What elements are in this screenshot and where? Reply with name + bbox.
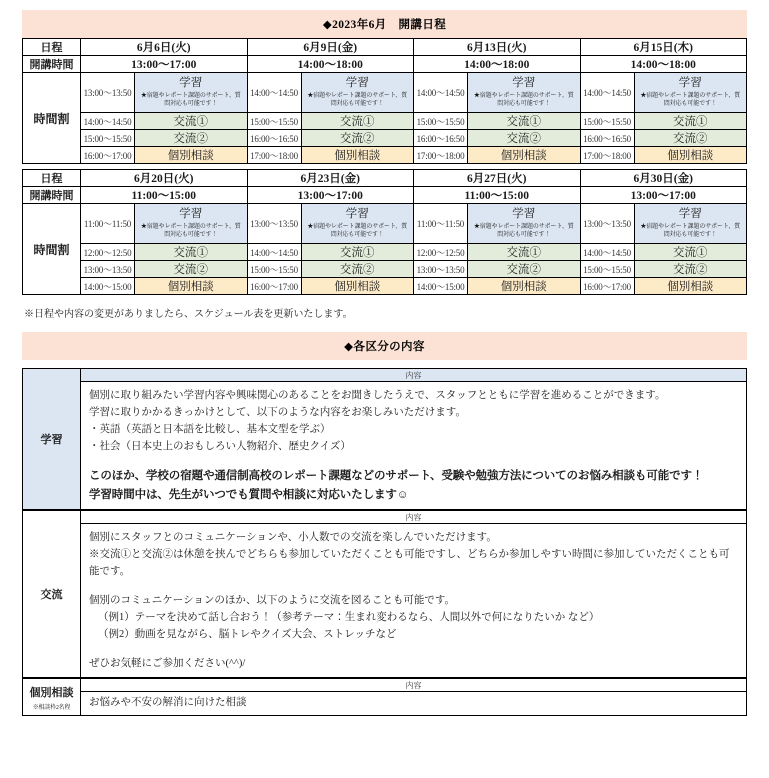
schedule-table [22, 169, 747, 295]
detail-blocks-container [22, 368, 747, 716]
detail-line: 学習時間中は、先生がいつでも質問や相談に対応いたします☺ [89, 488, 409, 501]
schedule-opentime-cell: 13:00〜17:00 [247, 187, 414, 204]
schedule-slot-row [23, 147, 747, 164]
slot-time: 14:00〜14:50 [81, 113, 135, 130]
slot-time: 16:00〜16:50 [247, 130, 301, 147]
detail-line-spacer [89, 455, 738, 467]
detail-header-row [23, 369, 747, 382]
detail-line: 個別に取り組みたい学習内容や興味関心のあることをお聞きしたうえで、スタッフとともに学習を進めることができます。 [89, 390, 666, 401]
detail-body [81, 692, 747, 716]
slot-time: 13:00〜13:50 [414, 261, 468, 278]
detail-line: ※交流①と交流②は休憩を挟んでどちらも参加していただくことも可能ですし、どちらか参加しやすい時間に参加していただくことも可能です。 [89, 549, 730, 578]
slot-study-note: ★宿題やレポート課題のサポート、質問対応も可能です！ [473, 92, 574, 107]
slot-study-note: ★宿題やレポート課題のサポート、質問対応も可能です！ [140, 223, 241, 238]
row-header-timetable: 時間割 [23, 73, 81, 164]
slot-time: 13:00〜13:50 [81, 261, 135, 278]
slot-study-title: 学習 [512, 77, 536, 90]
slot-time: 15:00〜15:50 [414, 113, 468, 130]
slot-study [135, 204, 248, 244]
detail-category: 学習 [23, 369, 81, 510]
slot-time: 13:00〜13:50 [247, 204, 301, 244]
slot-consult: 個別相談 [468, 147, 581, 164]
schedule-slot-row [23, 278, 747, 295]
slot-study-note: ★宿題やレポート課題のサポート、質問対応も可能です！ [140, 92, 241, 107]
row-header-date: 日程 [23, 39, 81, 56]
slot-study-title: 学習 [179, 208, 203, 221]
slot-time: 11:00〜11:50 [81, 204, 135, 244]
schedule-opentime-cell: 14:00〜18:00 [580, 56, 747, 73]
slot-exchange-1: 交流① [634, 113, 747, 130]
slot-exchange-2: 交流② [301, 130, 414, 147]
slot-consult: 個別相談 [301, 278, 414, 295]
slot-study-title: 学習 [179, 77, 203, 90]
slot-time: 16:00〜17:00 [580, 278, 634, 295]
slot-exchange-2: 交流② [135, 261, 248, 278]
slot-study-title: 学習 [345, 208, 369, 221]
slot-time: 14:00〜15:00 [81, 278, 135, 295]
slot-time: 15:00〜15:50 [247, 261, 301, 278]
schedule-date-cell: 6月20日(火) [81, 170, 248, 187]
detail-block-exchange [22, 510, 747, 678]
slot-exchange-2: 交流② [468, 130, 581, 147]
detail-line: ・社会（日本史上のおもしろい人物紹介、歴史クイズ） [89, 441, 351, 452]
slot-study-note: ★宿題やレポート課題のサポート、質問対応も可能です！ [307, 223, 408, 238]
detail-line: お悩みや不安の解消に向けた相談 [89, 697, 247, 709]
schedule-date-cell: 6月30日(金) [580, 170, 747, 187]
schedule-banner-title: ◆2023年6月 開講日程 [322, 19, 447, 31]
schedule-date-cell: 6月13日(火) [414, 39, 581, 56]
schedule-opentime-cell: 13:00〜17:00 [81, 56, 248, 73]
schedule-slot-row [23, 130, 747, 147]
slot-time: 16:00〜17:00 [247, 278, 301, 295]
detail-header-row [23, 511, 747, 524]
schedule-footnote: ※日程や内容の変更がありましたら、スケジュール表を更新いたします。 [24, 309, 353, 320]
slot-exchange-2: 交流② [301, 261, 414, 278]
slot-time: 15:00〜15:50 [81, 130, 135, 147]
detail-line: ・英語（英語と日本語を比較し、基本文型を学ぶ） [89, 424, 331, 435]
row-header-opentime: 開講時間 [23, 187, 81, 204]
detail-column-header: 内容 [81, 679, 747, 692]
schedule-slot-row [23, 73, 747, 113]
slot-time: 13:00〜13:50 [580, 204, 634, 244]
slot-consult: 個別相談 [135, 278, 248, 295]
slot-time: 16:00〜16:50 [580, 130, 634, 147]
schedule-date-row [23, 39, 747, 56]
detail-line: このほか、学校の宿題や通信制高校のレポート課題などのサポート、受験や勉強方法についてのお悩み相談も可能です！ [89, 470, 704, 482]
slot-consult: 個別相談 [468, 278, 581, 295]
detail-body [81, 524, 747, 678]
detail-block-study [22, 368, 747, 510]
slot-exchange-1: 交流① [301, 244, 414, 261]
slot-time: 15:00〜15:50 [580, 261, 634, 278]
detail-line: 学習に取りかかるきっかけとして、以下のような内容をお楽しみいただけます。 [89, 407, 466, 418]
slot-exchange-2: 交流② [634, 130, 747, 147]
schedule-date-cell: 6月27日(火) [414, 170, 581, 187]
slot-study [135, 73, 248, 113]
schedule-date-row [23, 170, 747, 187]
slot-time: 13:00〜13:50 [81, 73, 135, 113]
schedule-opentime-cell: 11:00〜15:00 [414, 187, 581, 204]
slot-exchange-1: 交流① [135, 113, 248, 130]
slot-time: 15:00〜15:50 [247, 113, 301, 130]
slot-time: 17:00〜18:00 [414, 147, 468, 164]
schedule-table [22, 38, 747, 164]
slot-consult: 個別相談 [135, 147, 248, 164]
detail-category: 個別相談 ※相談枠2名程 [23, 679, 81, 716]
slot-study-title: 学習 [512, 208, 536, 221]
schedule-banner [22, 10, 747, 38]
detail-body-row [23, 692, 747, 716]
schedule-slot-row [23, 113, 747, 130]
detail-line: ぜひお気軽にご参加ください(^^)/ [89, 658, 246, 670]
details-banner-title: ◆各区分の内容 [344, 341, 425, 353]
slot-time: 14:00〜15:00 [414, 278, 468, 295]
slot-time: 15:00〜15:50 [580, 113, 634, 130]
detail-block-consult [22, 678, 747, 716]
schedule-date-cell: 6月6日(火) [81, 39, 248, 56]
slot-study [634, 73, 747, 113]
detail-line-spacer [89, 580, 738, 592]
slot-exchange-2: 交流② [468, 261, 581, 278]
slot-exchange-1: 交流① [301, 113, 414, 130]
slot-time: 14:00〜14:50 [580, 244, 634, 261]
schedule-opentime-cell: 11:00〜15:00 [81, 187, 248, 204]
slot-exchange-2: 交流② [135, 130, 248, 147]
detail-column-header: 内容 [81, 511, 747, 524]
slot-time: 14:00〜14:50 [247, 244, 301, 261]
schedule-date-cell: 6月15日(木) [580, 39, 747, 56]
schedule-opentime-row [23, 56, 747, 73]
slot-study-note: ★宿題やレポート課題のサポート、質問対応も可能です！ [640, 223, 741, 238]
slot-study [634, 204, 747, 244]
detail-category-sub: ※相談枠2名程 [32, 704, 71, 711]
slot-time: 11:00〜11:50 [414, 204, 468, 244]
schedule-slot-row [23, 261, 747, 278]
schedule-opentime-row [23, 187, 747, 204]
slot-time: 12:00〜12:50 [414, 244, 468, 261]
detail-header-row [23, 679, 747, 692]
slot-study [301, 204, 414, 244]
slot-time: 14:00〜14:50 [414, 73, 468, 113]
slot-study-note: ★宿題やレポート課題のサポート、質問対応も可能です！ [307, 92, 408, 107]
slot-time: 16:00〜16:50 [414, 130, 468, 147]
schedule-opentime-cell: 13:00〜17:00 [580, 187, 747, 204]
slot-study [468, 73, 581, 113]
detail-line: 個別にスタッフとのコミュニケーションや、小人数での交流を楽しんでいただけます。 [89, 532, 497, 544]
detail-line: （例1）テーマを決めて話し合おう！（参考テーマ：生まれ変わるなら、人間以外で何になりたいか など） [98, 612, 600, 624]
slot-time: 12:00〜12:50 [81, 244, 135, 261]
slot-study-title: 学習 [678, 77, 702, 90]
slot-study [468, 204, 581, 244]
detail-line-spacer [89, 643, 738, 655]
slot-consult: 個別相談 [634, 147, 747, 164]
slot-exchange-1: 交流① [634, 244, 747, 261]
detail-category: 交流 [23, 511, 81, 678]
detail-line: 個別のコミュニケーションのほか、以下のように交流を図ることも可能です。 [89, 595, 456, 607]
schedule-opentime-cell: 14:00〜18:00 [247, 56, 414, 73]
slot-exchange-1: 交流① [468, 244, 581, 261]
detail-body-row [23, 382, 747, 510]
detail-body [81, 382, 747, 510]
slot-study-title: 学習 [345, 77, 369, 90]
slot-exchange-1: 交流① [468, 113, 581, 130]
schedule-opentime-cell: 14:00〜18:00 [414, 56, 581, 73]
slot-time: 14:00〜14:50 [580, 73, 634, 113]
schedule-slot-row [23, 244, 747, 261]
slot-study-title: 学習 [678, 208, 702, 221]
slot-exchange-1: 交流① [135, 244, 248, 261]
details-banner [22, 332, 747, 360]
slot-study-note: ★宿題やレポート課題のサポート、質問対応も可能です！ [473, 223, 574, 238]
slot-time: 14:00〜14:50 [247, 73, 301, 113]
schedule-date-cell: 6月9日(金) [247, 39, 414, 56]
schedule-tables-container [22, 38, 747, 295]
schedule-slot-row [23, 204, 747, 244]
slot-time: 17:00〜18:00 [580, 147, 634, 164]
slot-time: 16:00〜17:00 [81, 147, 135, 164]
row-header-date: 日程 [23, 170, 81, 187]
detail-body-row [23, 524, 747, 678]
slot-exchange-2: 交流② [634, 261, 747, 278]
slot-time: 17:00〜18:00 [247, 147, 301, 164]
slot-consult: 個別相談 [301, 147, 414, 164]
row-header-timetable: 時間割 [23, 204, 81, 295]
detail-column-header: 内容 [81, 369, 747, 382]
detail-line: （例2）動画を見ながら、脳トレやクイズ大会、ストレッチなど [98, 629, 397, 641]
slot-study [301, 73, 414, 113]
schedule-date-cell: 6月23日(金) [247, 170, 414, 187]
slot-consult: 個別相談 [634, 278, 747, 295]
document-page [0, 10, 769, 778]
slot-study-note: ★宿題やレポート課題のサポート、質問対応も可能です！ [640, 92, 741, 107]
row-header-opentime: 開講時間 [23, 56, 81, 73]
